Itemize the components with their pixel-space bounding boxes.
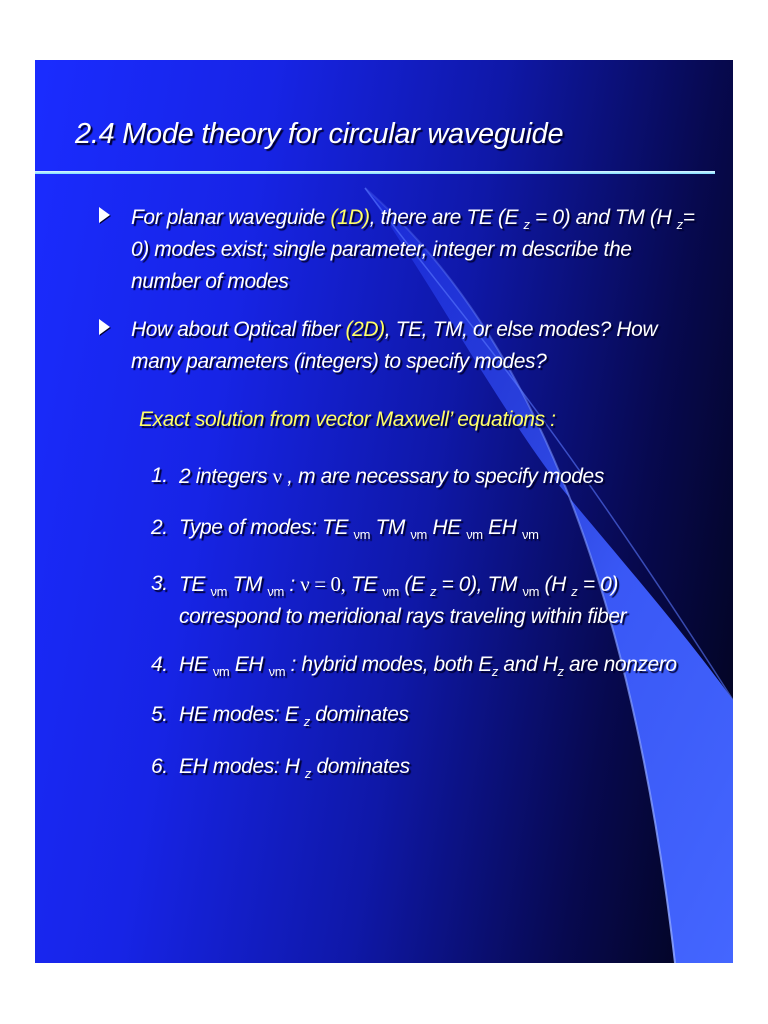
numbered-list [151,460,711,783]
highlight-1d: (1D) [330,206,370,229]
bullet-text: For planar waveguide (1D), there are TE (E $_z$ = 0) and TM (H $_z$= 0) modes exist; single parameter, integer m describe the number of modes [131,206,695,293]
list-item: 2. Type of modes: TE $_{\nu m}$ TM $_{\nu m}$ HE $_{\nu m}$ EH $_{\nu m}$ [151,516,539,542]
bullet-text: How about Optical fiber (2D), TE, TM, or else modes? How many parameters (integers) to specify modes? [131,318,658,373]
list-item: 5. HE modes: E $_z$ dominates [151,703,409,729]
bullet-item-fiber [95,314,705,378]
bullet-item-planar [95,202,705,298]
arrow-bullet-icon [99,319,110,335]
list-item: 3. TE $_{\nu m}$ TM $_{\nu m}$ : ν = 0, TE $_{\nu m}$ (E $_z$ = 0), TM $_{\nu m}$ (H $_z$ = 0) correspond to meridional rays traveling within fiber [151,572,627,628]
list-item: 6. EH modes: H $_z$ dominates [151,755,410,781]
highlight-2d: (2D) [345,318,385,341]
list-item: 4. HE $_{\nu m}$ EH $_{\nu m}$ : hybrid modes, both $E_z$ and $H_z$ are nonzero [151,653,677,679]
bullet-list [95,202,705,394]
list-item: 1. 2 integers ν , m are necessary to specify modes [151,464,604,488]
arrow-bullet-icon [99,207,110,223]
slide-title: 2.4 Mode theory for circular waveguide [75,118,564,150]
slide [35,60,733,963]
title-underline [35,171,715,174]
exact-solution-heading: Exact solution from vector Maxwell’ equations : [139,408,556,431]
